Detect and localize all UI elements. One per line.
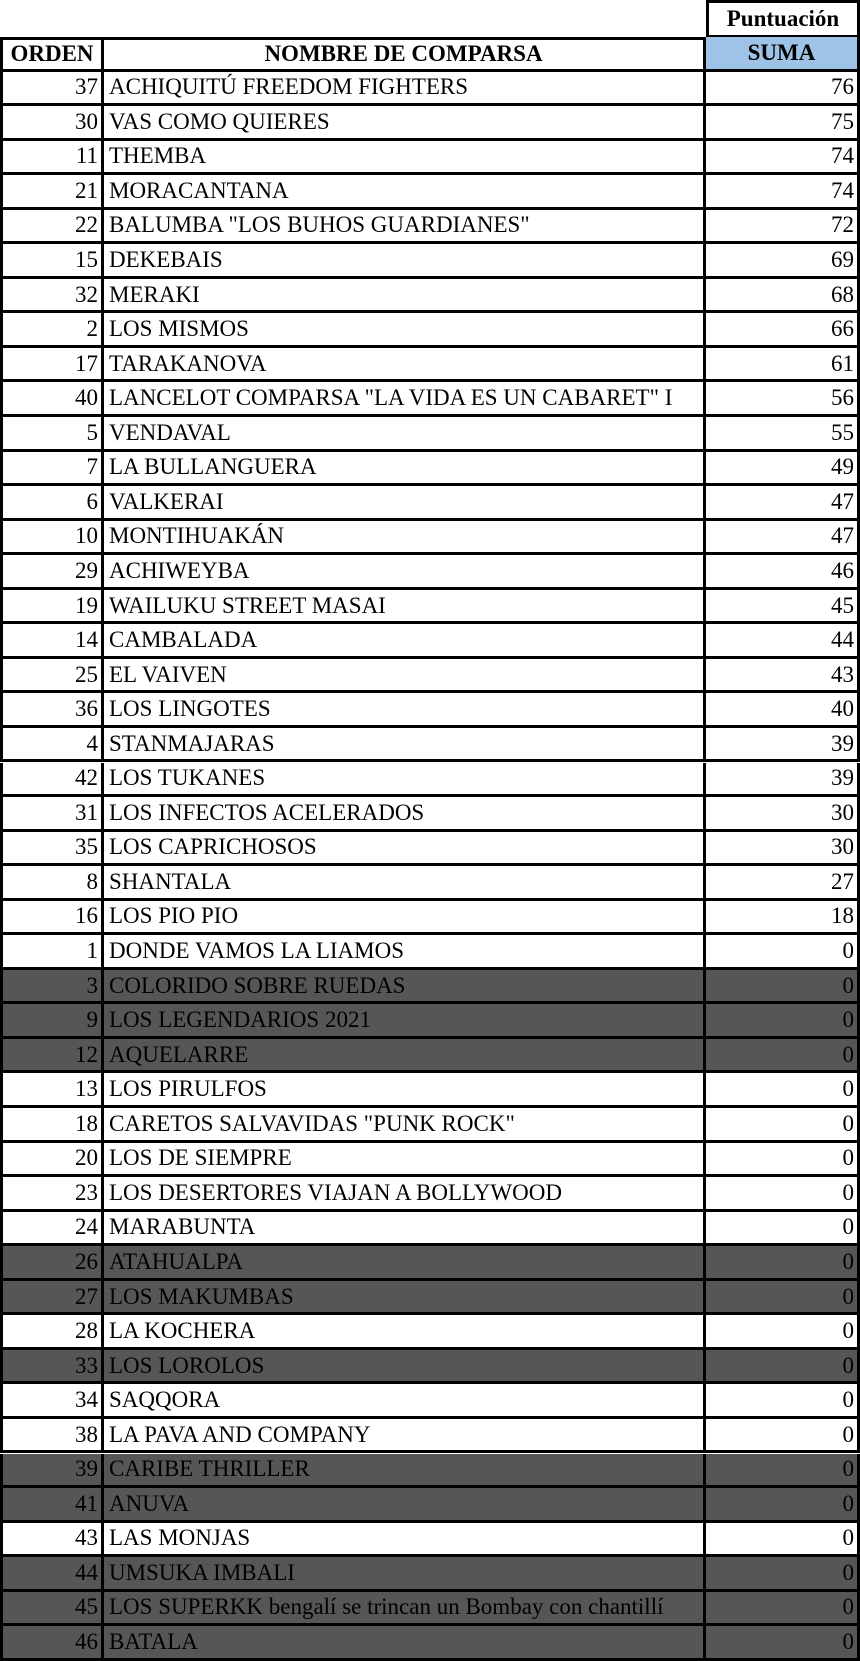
orden-cell[interactable]: 5 [0,417,104,452]
table-row [0,590,860,625]
nombre-cell[interactable]: VALKERAI [104,486,706,521]
table-row [0,1212,860,1247]
nombre-cell[interactable]: LOS MAKUMBAS [104,1281,706,1316]
orden-cell[interactable]: 21 [0,175,104,210]
nombre-cell[interactable]: LOS DESERTORES VIAJAN A BOLLYWOOD [104,1177,706,1212]
table-row [0,728,860,763]
orden-cell[interactable]: 2 [0,313,104,348]
table-row [0,210,860,245]
table-row [0,970,860,1005]
nombre-cell[interactable]: SAQQORA [104,1384,706,1419]
orden-cell[interactable]: 26 [0,1246,104,1281]
suma-cell[interactable]: 0 [706,1246,860,1281]
suma-cell[interactable]: 68 [706,279,860,314]
suma-cell[interactable]: 55 [706,417,860,452]
nombre-cell[interactable]: DEKEBAIS [104,244,706,279]
nombre-cell[interactable]: ACHIWEYBA [104,555,706,590]
table-row [0,624,860,659]
orden-cell[interactable]: 31 [0,797,104,832]
table-row [0,1073,860,1108]
suma-cell[interactable]: 47 [706,486,860,521]
table-row [0,1626,860,1661]
nombre-cell[interactable]: EL VAIVEN [104,659,706,694]
orden-cell[interactable]: 13 [0,1073,104,1108]
nombre-cell[interactable]: TARAKANOVA [104,348,706,383]
orden-cell[interactable]: 10 [0,521,104,556]
table-row [0,832,860,867]
suma-cell[interactable]: 47 [706,521,860,556]
orden-cell[interactable]: 19 [0,590,104,625]
suma-cell[interactable]: 30 [706,832,860,867]
nombre-cell[interactable]: THEMBA [104,141,706,176]
nombre-cell[interactable]: LAS MONJAS [104,1523,706,1558]
nombre-cell[interactable]: SHANTALA [104,866,706,901]
suma-cell[interactable]: 0 [706,1523,860,1558]
table-row [0,348,860,383]
table-row [0,452,860,487]
suma-cell[interactable]: 61 [706,348,860,383]
suma-cell[interactable]: 49 [706,452,860,487]
suma-cell[interactable]: 44 [706,624,860,659]
orden-cell[interactable]: 18 [0,1108,104,1143]
orden-cell[interactable]: 38 [0,1419,104,1454]
table-row [0,141,860,176]
orden-cell[interactable]: 22 [0,210,104,245]
suma-cell[interactable]: 0 [706,1350,860,1385]
orden-cell[interactable]: 23 [0,1177,104,1212]
orden-cell[interactable]: 30 [0,106,104,141]
table-row [0,106,860,141]
orden-cell[interactable]: 17 [0,348,104,383]
nombre-cell[interactable]: LOS LINGOTES [104,693,706,728]
orden-cell[interactable]: 36 [0,693,104,728]
nombre-cell[interactable]: BATALA [104,1626,706,1661]
orden-cell[interactable]: 24 [0,1212,104,1247]
orden-cell[interactable]: 28 [0,1315,104,1350]
suma-cell[interactable]: 56 [706,382,860,417]
suma-cell[interactable]: 46 [706,555,860,590]
table-row [0,693,860,728]
suma-cell[interactable]: 45 [706,590,860,625]
orden-cell[interactable]: 33 [0,1350,104,1385]
table-row [0,866,860,901]
suma-cell[interactable]: 0 [706,1039,860,1074]
nombre-cell[interactable]: LANCELOT COMPARSA "LA VIDA ES UN CABARET" I [104,382,706,417]
orden-cell[interactable]: 40 [0,382,104,417]
suma-cell[interactable]: 0 [706,1004,860,1039]
table-row [0,313,860,348]
nombre-cell[interactable]: LOS CAPRICHOSOS [104,832,706,867]
orden-cell[interactable]: 44 [0,1557,104,1592]
table-row [0,659,860,694]
table-row [0,1246,860,1281]
suma-cell[interactable]: 66 [706,313,860,348]
nombre-cell[interactable]: VENDAVAL [104,417,706,452]
suma-cell[interactable]: 0 [706,1454,860,1489]
suma-cell[interactable]: 40 [706,693,860,728]
nombre-cell[interactable]: LA PAVA AND COMPANY [104,1419,706,1454]
table-row [0,1350,860,1385]
nombre-cell[interactable]: CARIBE THRILLER [104,1454,706,1489]
nombre-cell[interactable]: LOS LOROLOS [104,1350,706,1385]
table-row [0,1419,860,1454]
table-row [0,1454,860,1489]
table-row [0,797,860,832]
orden-cell[interactable]: 37 [0,72,104,107]
orden-cell[interactable]: 14 [0,624,104,659]
orden-cell[interactable]: 46 [0,1626,104,1661]
table-row [0,1039,860,1074]
orden-cell[interactable]: 29 [0,555,104,590]
table-row [0,555,860,590]
nombre-cell[interactable]: LOS TUKANES [104,763,706,798]
nombre-cell[interactable]: LOS PIRULFOS [104,1073,706,1108]
orden-cell[interactable]: 27 [0,1281,104,1316]
suma-cell[interactable]: 74 [706,175,860,210]
nombre-cell[interactable]: LOS DE SIEMPRE [104,1143,706,1178]
table-row [0,1592,860,1627]
orden-cell[interactable]: 9 [0,1004,104,1039]
nombre-cell[interactable]: DONDE VAMOS LA LIAMOS [104,935,706,970]
orden-cell[interactable]: 43 [0,1523,104,1558]
table-row [0,1557,860,1592]
orden-cell[interactable]: 3 [0,970,104,1005]
suma-cell[interactable]: 0 [706,1592,860,1627]
suma-cell[interactable]: 76 [706,72,860,107]
suma-cell[interactable]: 0 [706,1143,860,1178]
suma-column-header[interactable]: SUMA [706,37,860,72]
suma-cell[interactable]: 0 [706,1557,860,1592]
nombre-cell[interactable]: ACHIQUITÚ FREEDOM FIGHTERS [104,72,706,107]
suma-cell[interactable]: 0 [706,1384,860,1419]
nombre-cell[interactable]: VAS COMO QUIERES [104,106,706,141]
suma-cell[interactable]: 18 [706,901,860,936]
orden-cell[interactable]: 20 [0,1143,104,1178]
nombre-cell[interactable]: ANUVA [104,1488,706,1523]
nombre-cell[interactable]: COLORIDO SOBRE RUEDAS [104,970,706,1005]
table-row [0,417,860,452]
table-row [0,382,860,417]
orden-cell[interactable]: 45 [0,1592,104,1627]
nombre-cell[interactable]: LA KOCHERA [104,1315,706,1350]
suma-cell[interactable]: 30 [706,797,860,832]
suma-cell[interactable]: 39 [706,763,860,798]
orden-column-header[interactable]: ORDEN [0,37,104,72]
nombre-cell[interactable]: LOS MISMOS [104,313,706,348]
suma-cell[interactable]: 69 [706,244,860,279]
nombre-cell[interactable]: MONTIHUAKÁN [104,521,706,556]
orden-cell[interactable]: 15 [0,244,104,279]
nombre-cell[interactable]: BALUMBA "LOS BUHOS GUARDIANES" [104,210,706,245]
table-row [0,279,860,314]
table-row [0,935,860,970]
table-row [0,1384,860,1419]
suma-cell[interactable]: 72 [706,210,860,245]
suma-cell[interactable]: 0 [706,1177,860,1212]
table-row [0,244,860,279]
orden-cell[interactable]: 34 [0,1384,104,1419]
nombre-cell[interactable]: LOS SUPERKK bengalí se trincan un Bombay con chantillí [104,1592,706,1627]
suma-cell[interactable]: 27 [706,866,860,901]
table-row [0,72,860,107]
orden-cell[interactable]: 35 [0,832,104,867]
orden-cell[interactable]: 6 [0,486,104,521]
suma-cell[interactable]: 0 [706,1281,860,1316]
suma-cell[interactable]: 0 [706,1626,860,1661]
suma-cell[interactable]: 0 [706,1419,860,1454]
table-row [0,1108,860,1143]
suma-cell[interactable]: 0 [706,1212,860,1247]
nombre-cell[interactable]: AQUELARRE [104,1039,706,1074]
table-row [0,175,860,210]
nombre-cell[interactable]: LA BULLANGUERA [104,452,706,487]
table-row [0,1177,860,1212]
column-header-row [0,37,860,72]
orden-cell[interactable]: 25 [0,659,104,694]
nombre-cell[interactable]: MERAKI [104,279,706,314]
orden-cell[interactable]: 16 [0,901,104,936]
suma-cell[interactable]: 0 [706,970,860,1005]
puntuacion-header-cell[interactable]: Puntuación [706,0,860,38]
table-row [0,1281,860,1316]
nombre-cell[interactable]: MORACANTANA [104,175,706,210]
nombre-cell[interactable]: CARETOS SALVAVIDAS "PUNK ROCK" [104,1108,706,1143]
orden-cell[interactable]: 42 [0,763,104,798]
table-row [0,486,860,521]
orden-cell[interactable]: 8 [0,866,104,901]
nombre-cell[interactable]: LOS PIO PIO [104,901,706,936]
nombre-cell[interactable]: MARABUNTA [104,1212,706,1247]
suma-cell[interactable]: 75 [706,106,860,141]
table-row [0,1315,860,1350]
nombre-cell[interactable]: CAMBALADA [104,624,706,659]
suma-cell[interactable]: 0 [706,1073,860,1108]
orden-cell[interactable]: 39 [0,1454,104,1489]
table-row [0,1488,860,1523]
nombre-column-header[interactable]: NOMBRE DE COMPARSA [104,37,706,72]
nombre-cell[interactable]: STANMAJARAS [104,728,706,763]
orden-cell[interactable]: 41 [0,1488,104,1523]
suma-cell[interactable]: 39 [706,728,860,763]
table-row [0,901,860,936]
table-row [0,1143,860,1178]
orden-cell[interactable]: 12 [0,1039,104,1074]
orden-cell[interactable]: 4 [0,728,104,763]
nombre-cell[interactable]: LOS INFECTOS ACELERADOS [104,797,706,832]
suma-cell[interactable]: 0 [706,1108,860,1143]
nombre-cell[interactable]: LOS LEGENDARIOS 2021 [104,1004,706,1039]
table-row [0,1523,860,1558]
nombre-cell[interactable]: WAILUKU STREET MASAI [104,590,706,625]
table-row [0,1004,860,1039]
suma-cell[interactable]: 43 [706,659,860,694]
orden-cell[interactable]: 11 [0,141,104,176]
suma-cell[interactable]: 0 [706,1488,860,1523]
suma-cell[interactable]: 74 [706,141,860,176]
nombre-cell[interactable]: UMSUKA IMBALI [104,1557,706,1592]
suma-cell[interactable]: 0 [706,1315,860,1350]
table-row [0,521,860,556]
nombre-cell[interactable]: ATAHUALPA [104,1246,706,1281]
orden-cell[interactable]: 7 [0,452,104,487]
table-row [0,763,860,798]
orden-cell[interactable]: 32 [0,279,104,314]
orden-cell[interactable]: 1 [0,935,104,970]
suma-cell[interactable]: 0 [706,935,860,970]
